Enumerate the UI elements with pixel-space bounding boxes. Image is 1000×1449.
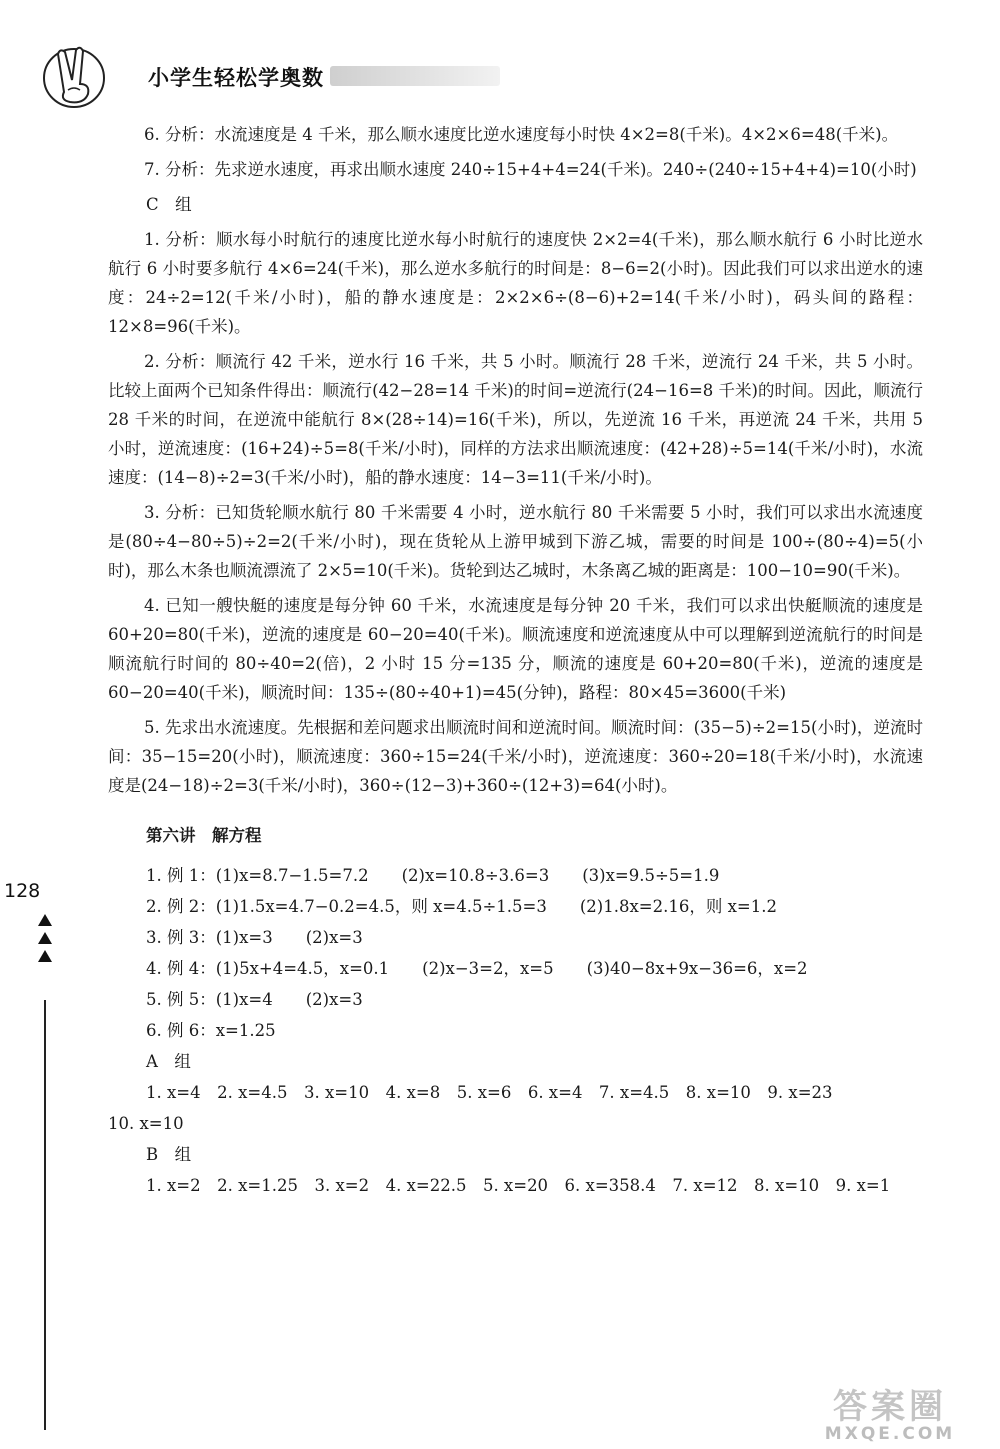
answer-paragraph: 2. 分析：顺流行 42 千米，逆水行 16 千米，共 5 小时。顺流行 28 千米，逆流行 24 千米，共 5 小时。比较上面两个已知条件得出：顺流行(42−28=14 千米)的时间=逆流行(24−16=8 千米)的时间。因此，顺流行 28 千米的时间，在逆流中能航行 8×(28÷14)=16(千米)，所以，先逆流 16 千米，再逆流 24 千米，共用 5 小时，逆流速度：(16+24)÷5=8(千米/小时)，同样的方法求出顺流速度：(42+28)÷5=14(千米/小时)，水流速度：(14−8)÷2=3(千米/小时)，船的静水速度：14−3=11(千米/小时)。 xyxy=(108,352,923,487)
answer-paragraph: 6. 分析：水流速度是 4 千米，那么顺水速度比逆水速度每小时快 4×2=8(千米)。4×2×6=48(千米)。 xyxy=(144,125,899,144)
example-answer: 5. 例 5：(1)x=4 (2)x=3 xyxy=(146,990,363,1009)
answer-line: 1. x=2 2. x=1.25 3. x=2 4. x=22.5 5. x=20 6. x=358.4 7. x=12 8. x=10 9. x=1 xyxy=(146,1176,891,1195)
section-title: 第六讲 解方程 xyxy=(146,826,262,845)
triangle-icon xyxy=(38,950,52,962)
page-header xyxy=(40,40,960,120)
victory-hand-logo-icon xyxy=(40,40,108,110)
answer-line: 1. x=4 2. x=4.5 3. x=10 4. x=8 5. x=6 6. x=4 7. x=4.5 8. x=10 9. x=23 xyxy=(146,1083,833,1102)
answer-content xyxy=(108,120,923,1201)
example-answer: 4. 例 4：(1)5x+4=4.5，x=0.1 (2)x−3=2，x=5 (3)40−8x+9x−36=6，x=2 xyxy=(146,959,808,978)
answer-paragraph: 7. 分析：先求逆水速度，再求出顺水速度 240÷15+4+4=24(千米)。240÷(240÷15+4+4)=10(小时) xyxy=(144,160,917,179)
header-decoration xyxy=(330,66,500,86)
group-heading: B 组 xyxy=(146,1145,192,1164)
answer-paragraph: 5. 先求出水流速度。先根据和差问题求出顺流时间和逆流时间。顺流时间：(35−5)÷2=15(小时)，逆流时间：35−15=20(小时)，顺流速度：360÷15=24(千米/小时)，逆流速度：360÷20=18(千米/小时)，水流速度是(24−18)÷2=3(千米/小时)，360÷(12−3)+360÷(12+3)=64(小时)。 xyxy=(108,718,923,795)
page-number: 128 xyxy=(4,880,41,902)
book-series-title: 小学生轻松学奥数 xyxy=(148,66,324,90)
example-answer: 6. 例 6：x=1.25 xyxy=(146,1021,276,1040)
answer-line: 10. x=10 xyxy=(108,1114,184,1133)
answer-paragraph: 3. 分析：已知货轮顺水航行 80 千米需要 4 小时，逆水航行 80 千米需要 5 小时，我们可以求出水流速度是(80÷4−80÷5)÷2=2(千米/小时)，现在货轮从上游甲城到下游乙城，需要的时间是 100÷(80÷4)=5(小时)，那么木条也顺流漂流了 2×5=10(千米)。货轮到达乙城时，木条离乙城的距离是：100−10=90(千米)。 xyxy=(108,503,923,580)
example-answer: 2. 例 2：(1)1.5x=4.7−0.2=4.5，则 x=4.5÷1.5=3 (2)1.8x=2.16，则 x=1.2 xyxy=(146,897,777,916)
triangle-icon xyxy=(38,914,52,926)
answer-paragraph: 4. 已知一艘快艇的速度是每分钟 60 千米，水流速度是每分钟 20 千米，我们可以求出快艇顺流的速度是 60+20=80(千米)，逆流的速度是 60−20=40(千米)。顺流速度和逆流速度从中可以理解到逆流航行的时间是顺流航行时间的 80÷40=2(倍)，2 小时 15 分=135 分，顺流的速度是 60+20=80(千米)，逆流的速度是 60−20=40(千米)，顺流时间：135÷(80÷40+1)=45(分钟)，路程：80×45=3600(千米) xyxy=(108,596,923,702)
watermark-url: MXQE.COM xyxy=(824,1424,956,1444)
margin-rule xyxy=(44,1000,46,1430)
example-answer: 1. 例 1：(1)x=8.7−1.5=7.2 (2)x=10.8÷3.6=3 (3)x=9.5÷5=1.9 xyxy=(146,866,720,885)
group-heading: C 组 xyxy=(146,195,192,214)
answer-paragraph: 1. 分析：顺水每小时航行的速度比逆水每小时航行的速度快 2×2=4(千米)，那么顺水航行 6 小时比逆水航行 6 小时要多航行 4×6=24(千米)，那么逆水多航行的时间是：8−6=2(小时)。因此我们可以求出逆水的速度：24÷2=12(千米/小时)，船的静水速度是：2×2×6÷(8−6)+2=14(千米/小时)，码头间的路程：12×8=96(千米)。 xyxy=(108,230,923,336)
group-heading: A 组 xyxy=(146,1052,191,1071)
triangle-icon xyxy=(38,932,52,944)
watermark-text: 答案圈 xyxy=(833,1387,947,1427)
example-answer: 3. 例 3：(1)x=3 (2)x=3 xyxy=(146,928,363,947)
site-watermark xyxy=(780,1387,1000,1449)
